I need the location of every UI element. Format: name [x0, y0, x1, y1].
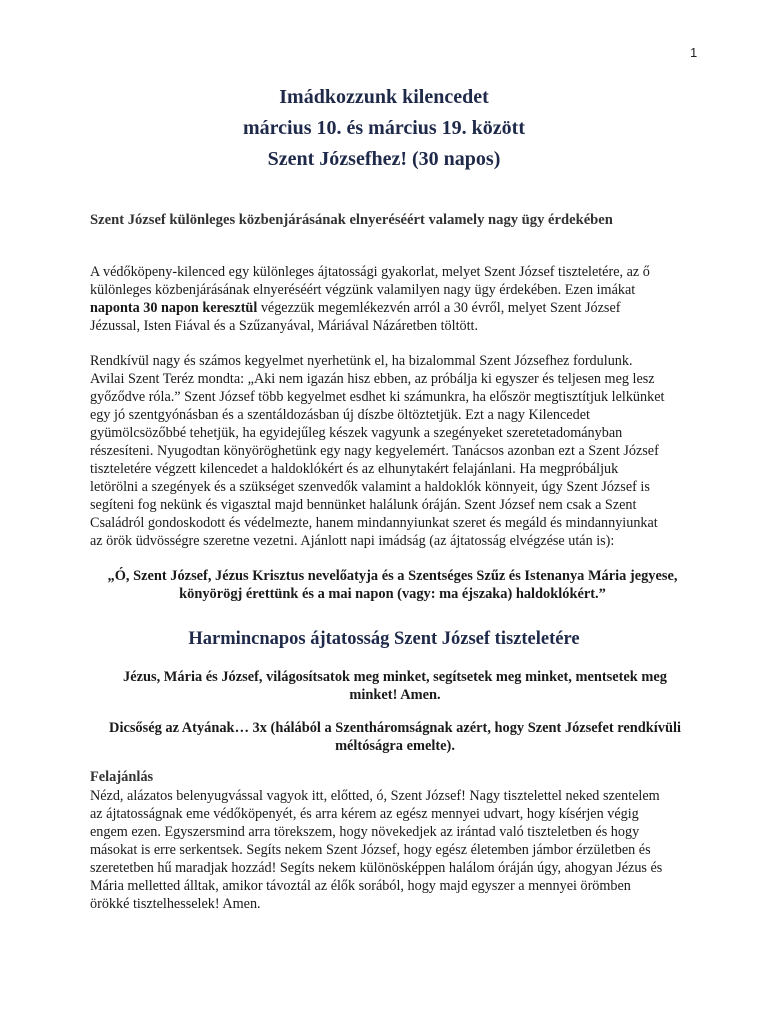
invocation — [100, 668, 690, 704]
body-line: segíteni fog nekünk és vigasztal majd bennünket halálunk óráján. Szent József nem csak a Szent — [90, 497, 637, 513]
page-number: 1 — [690, 45, 698, 60]
intro-line-rest: végezzük megemlékezvén arról a 30 évről, melyet Szent József — [257, 300, 621, 316]
intro-line — [90, 299, 695, 317]
document-title — [0, 83, 768, 174]
offering-line: másokat is erre serkentsek. Segíts nekem Szent József, hogy egész életemben jámbor érzületben és — [90, 842, 651, 858]
intro-line: Jézussal, Isten Fiával és a Szűzanyával, Máriával Názáretben töltött. — [90, 318, 479, 334]
glory-line: méltóságra emelte). — [335, 738, 455, 754]
intro-line: különleges közbenjárásának elnyeréséért végzünk valamilyen nagy ügy érdekében. Ezen imákat — [90, 282, 636, 298]
title-line-1: Imádkozzunk kilencedet — [279, 86, 489, 108]
quote-line: „Ó, Szent József, Jézus Krisztus nevelőatyja és a Szentséges Szűz és Istenanya Mária jegyese, — [107, 568, 678, 584]
body-line: tiszteletére végzett kilencedet a haldoklókért és az elhunytakért felajánlani. Ha megpróbáljuk — [90, 461, 619, 477]
section-heading: Harmincnapos ájtatosság Szent József tiszteletére — [188, 629, 580, 649]
intro-emphasis: naponta 30 napon keresztül — [90, 300, 258, 316]
body-line: letörölni a szegények és a szükséget szenvedők valamint a haldoklók könnyeit, úgy Szent József is — [90, 479, 650, 495]
body-line: Rendkívül nagy és számos kegyelmet nyerhetünk el, ha bizalommal Szent Józsefhez fordulunk. — [90, 353, 633, 369]
offering-line: szeretetben hű maradjak hozzád! Segíts nekem különösképpen halálom óráján úgy, ahogyan Jézus és — [90, 860, 663, 876]
invocation-line: Jézus, Mária és József, világosítsatok meg minket, segítsetek meg minket, mentsetek meg — [123, 669, 667, 685]
offering-paragraph — [90, 787, 695, 913]
daily-prayer-quote — [90, 567, 695, 603]
title-line-3: Szent Józsefhez! (30 napos) — [267, 148, 501, 170]
glory-be — [100, 719, 690, 755]
invocation-line: minket! Amen. — [349, 687, 441, 703]
offering-line: örökké tisztelhesselek! Amen. — [90, 896, 261, 912]
subtitle: Szent József különleges közbenjárásának elnyeréséért valamely nagy ügy érdekében — [90, 212, 613, 228]
title-line-2: március 10. és március 19. között — [242, 117, 525, 139]
offering-line: Mária melletted álltak, amikor távoztál az élők sorából, hogy majd egyszer a mennyei örömben — [90, 878, 631, 894]
quote-line: könyörögj érettünk és a mai napon (vagy: ma éjszaka) haldoklókért.” — [179, 586, 606, 602]
body-line: az örök üdvösségre szeretne vezetni. Ajánlott napi imádság (az ájtatosság elvégzése után is): — [90, 533, 615, 549]
body-line: Családról gondoskodott és védelmezte, hanem mindannyiunkat szeret és megáld és mindannyiunkat — [90, 515, 658, 531]
offering-line: az ájtatosságnak eme védőköpenyét, és arra kérem az egész mennyei udvart, hogy kísérjen végig — [90, 806, 639, 822]
body-line: részesíteni. Nyugodtan könyöröghetünk egy nagy kegyelemért. Tanácsos azonban ezt a Szent József — [90, 443, 659, 459]
glory-line: Dicsőség az Atyának… 3x (hálából a Szentháromságnak azért, hogy Szent Józsefet rendkívüli — [109, 720, 681, 736]
intro-paragraph-2 — [90, 352, 695, 550]
offering-line: engem ezen. Egyszersmind arra törekszem, hogy növekedjek az irántad való tiszteletben és hogy — [90, 824, 640, 840]
offering-heading: Felajánlás — [90, 769, 154, 785]
offering-line: Nézd, alázatos belenyugvással vagyok itt, előtted, ó, Szent József! Nagy tisztelettel neked szentelem — [90, 788, 660, 804]
body-line: gyümölcsözőbbé tehetjük, ha egyidejűleg készek vagyunk a szegényeket szeretetadományban — [90, 425, 623, 441]
body-line: győződve róla.” Szent József több kegyelmet esdhet ki számunkra, ha először megtisztítjuk lelkünket — [90, 389, 665, 405]
intro-paragraph — [90, 263, 695, 335]
intro-line: A védőköpeny-kilenced egy különleges ájtatossági gyakorlat, melyet Szent József tiszteletére, az ő — [90, 264, 650, 280]
body-line: Avilai Szent Teréz mondta: „Aki nem igazán hisz ebben, az próbálja ki egyszer és teljesen meg lesz — [90, 371, 655, 387]
body-line: egy jó szentgyónásban és a szentáldozásban új díszbe öltöztetjük. Ezt a nagy Kilencedet — [90, 407, 590, 423]
